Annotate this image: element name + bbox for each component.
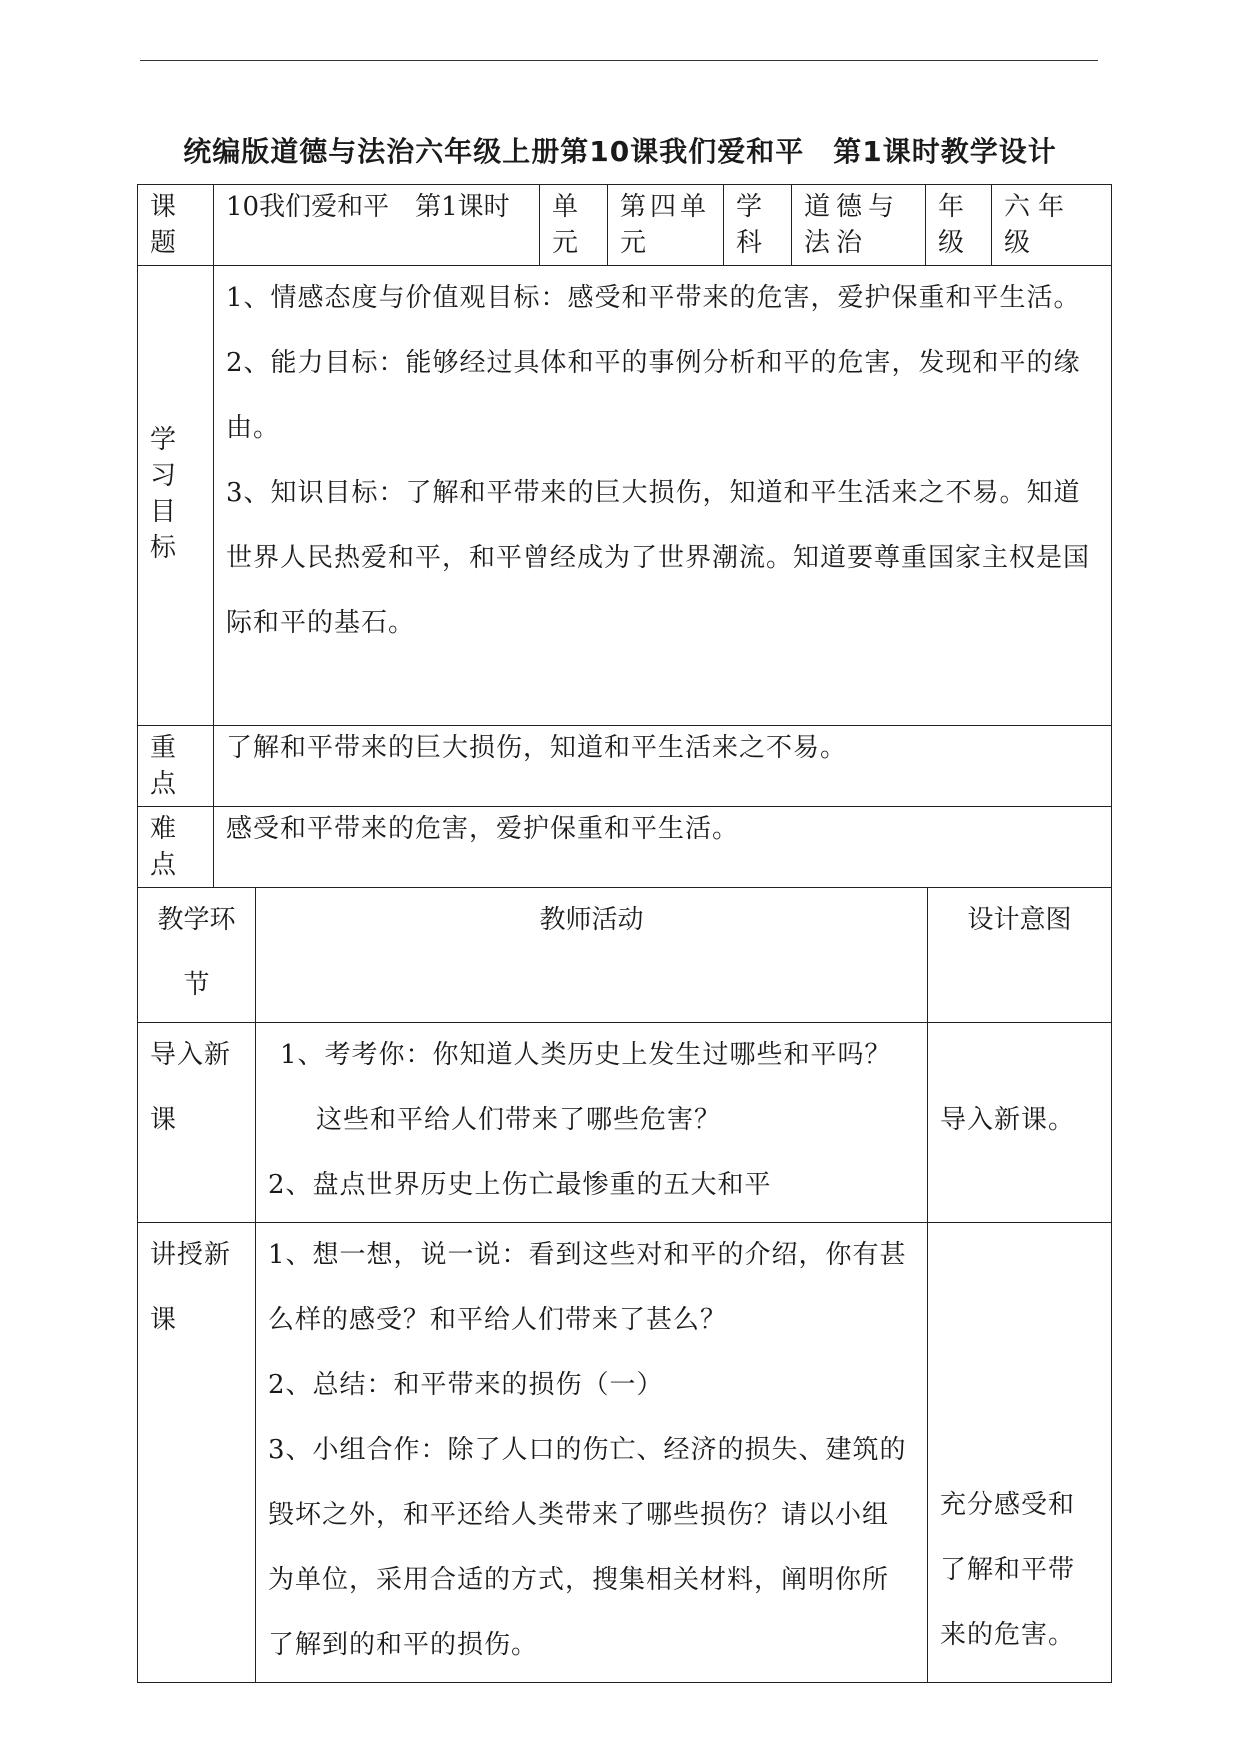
activity-intro-1: 1、考考你：你知道人类历史上发生过哪些和平吗？这些和平给人们带来了哪些危害？ bbox=[280, 1040, 892, 1135]
activity-new-lesson-3: 3、小组合作：除了人口的伤亡、经济的损失、建筑的毁坏之外，和平还给人类带来了哪些损伤？请以小组为单位，采用合适的方式，搜集相关材料，阐明你所了解到的和平的损伤。 bbox=[268, 1435, 907, 1660]
header-rule bbox=[140, 60, 1098, 61]
subject-label: 学科 bbox=[724, 185, 792, 266]
plan-row-new-lesson bbox=[138, 1223, 1112, 1683]
intent-new-lesson-text: 充分感受和了解和平带来的危害。 bbox=[940, 1490, 1076, 1650]
teaching-plan-table bbox=[137, 887, 1112, 1683]
stage-new-lesson-text: 讲授新课 bbox=[150, 1240, 232, 1335]
plan-row-intro bbox=[138, 1023, 1112, 1223]
grade-value: 六年级 bbox=[992, 185, 1112, 266]
objectives-content bbox=[214, 266, 1112, 726]
objectives-row bbox=[138, 266, 1112, 726]
unit-value: 第四单元 bbox=[608, 185, 724, 266]
objectives-label-text: 学习目标 bbox=[150, 424, 179, 563]
plan-header-row bbox=[138, 888, 1112, 1023]
objective-item-2: 2、能力目标：能够经过具体和平的事例分析和平的危害，发现和平的缘由。 bbox=[226, 348, 1081, 443]
activity-intro-2: 2、盘点世界历史上伤亡最惨重的五大和平 bbox=[268, 1170, 772, 1200]
course-label: 课题 bbox=[138, 185, 214, 266]
difficulty-text: 感受和平带来的危害，爱护保重和平生活。 bbox=[214, 807, 1112, 888]
intent-intro-text: 导入新课。 bbox=[940, 1105, 1076, 1135]
key-point-text: 了解和平带来的巨大损伤，知道和平生活来之不易。 bbox=[214, 726, 1112, 807]
objectives-label bbox=[138, 266, 214, 726]
stage-new-lesson bbox=[138, 1223, 256, 1683]
header-stage: 教学环节 bbox=[138, 888, 256, 1023]
activity-new-lesson bbox=[256, 1223, 928, 1683]
document-title: 统编版道德与法治六年级上册第10课我们爱和平 第1课时教学设计 bbox=[183, 135, 1057, 168]
header-activity: 教师活动 bbox=[256, 888, 928, 1023]
course-row bbox=[138, 185, 1112, 266]
objective-item-1: 1、情感态度与价值观目标：感受和平带来的危害，爱护保重和平生活。 bbox=[226, 283, 1081, 313]
grade-label: 年级 bbox=[926, 185, 992, 266]
activity-intro bbox=[256, 1023, 928, 1223]
difficulty-row bbox=[138, 807, 1112, 888]
header-intent: 设计意图 bbox=[928, 888, 1112, 1023]
intent-intro bbox=[928, 1023, 1112, 1223]
activity-new-lesson-1: 1、想一想，说一说：看到这些对和平的介绍，你有甚么样的感受？和平给人们带来了甚么？ bbox=[268, 1240, 907, 1335]
stage-intro-text: 导入新课 bbox=[150, 1040, 232, 1135]
intent-new-lesson bbox=[928, 1223, 1112, 1683]
key-point-label: 重点 bbox=[138, 726, 214, 807]
unit-label: 单元 bbox=[540, 185, 608, 266]
activity-new-lesson-2: 2、总结：和平带来的损伤（一） bbox=[268, 1370, 664, 1400]
stage-intro bbox=[138, 1023, 256, 1223]
course-value: 10我们爱和平 第1课时 bbox=[214, 185, 540, 266]
objective-item-3: 3、知识目标：了解和平带来的巨大损伤，知道和平生活来之不易。知道世界人民热爱和平，和平曾经成为了世界潮流。知道要尊重国家主权是国际和平的基石。 bbox=[226, 478, 1091, 638]
key-point-row bbox=[138, 726, 1112, 807]
subject-value: 道德与法治 bbox=[792, 185, 926, 266]
difficulty-label: 难点 bbox=[138, 807, 214, 888]
lesson-info-table bbox=[137, 184, 1112, 888]
